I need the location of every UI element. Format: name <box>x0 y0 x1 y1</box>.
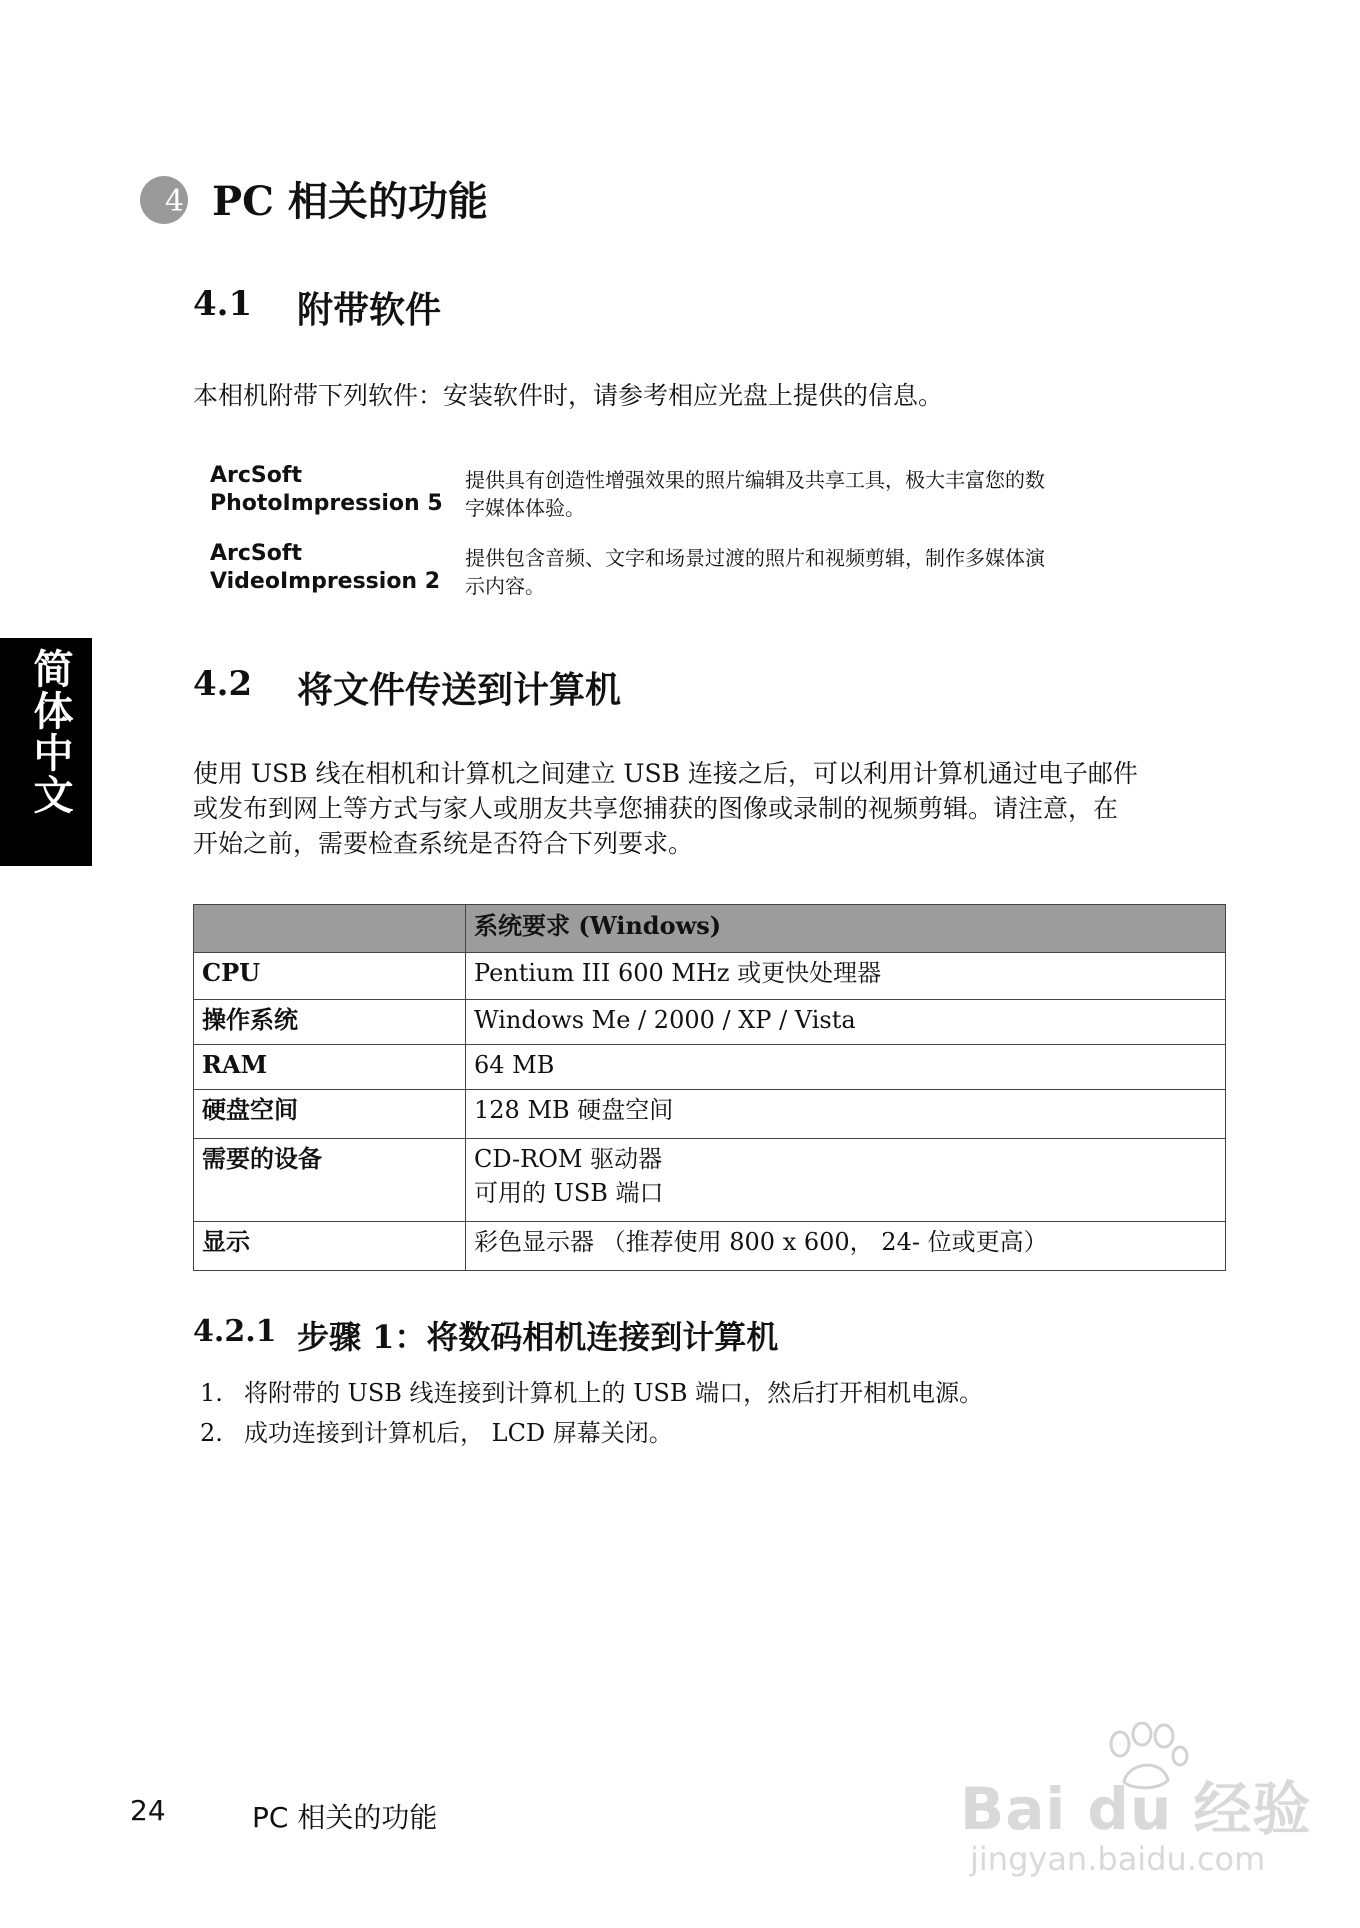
chapter-title: PC 相关的功能 <box>212 178 488 225</box>
table-row-value: 128 MB 硬盘空间 <box>466 1090 1226 1139</box>
software-name <box>210 540 450 596</box>
language-side-tab-label: 简体中文 <box>27 648 73 816</box>
paragraph-line: 开始之前，需要检查系统是否符合下列要求。 <box>193 829 694 858</box>
software-description-line: 提供包含音频、文字和场景过渡的照片和视频剪辑，制作多媒体演 <box>465 546 1045 570</box>
step-text: 将附带的 USB 线连接到计算机上的 USB 端口，然后打开相机电源。 <box>244 1379 984 1407</box>
table-row-value: Windows Me / 2000 / XP / Vista <box>466 1000 1226 1045</box>
step-number: 1. <box>200 1379 223 1407</box>
software-description <box>465 466 1185 522</box>
footer-title: PC 相关的功能 <box>252 1801 438 1834</box>
section-4-1-title: 附带软件 <box>297 289 442 331</box>
table-row <box>194 1222 1226 1271</box>
table-row <box>194 1000 1226 1045</box>
section-4-2-1-title: 步骤 1：将数码相机连接到计算机 <box>297 1318 779 1356</box>
table-row-label: 操作系统 <box>194 1000 466 1045</box>
section-4-2-paragraph <box>193 756 1243 861</box>
section-4-2-number: 4.2 <box>193 664 253 704</box>
software-name-line: PhotoImpression 5 <box>210 491 443 516</box>
software-description <box>465 544 1185 600</box>
step-text: 成功连接到计算机后， LCD 屏幕关闭。 <box>244 1419 673 1447</box>
software-name-line: VideoImpression 2 <box>210 569 441 594</box>
software-name-line: ArcSoft <box>210 463 302 488</box>
list-item <box>200 1416 983 1450</box>
table-header-row <box>194 905 1226 953</box>
table-header-cell <box>194 905 466 953</box>
table-row-label: 硬盘空间 <box>194 1090 466 1139</box>
watermark-url: jingyan.baidu.com <box>970 1840 1266 1878</box>
section-4-1-number: 4.1 <box>193 284 253 324</box>
table-row <box>194 1139 1226 1222</box>
language-side-tab <box>0 638 92 866</box>
section-4-1-intro: 本相机附带下列软件：安装软件时，请参考相应光盘上提供的信息。 <box>193 381 944 410</box>
watermark-logo: Bai du 经验 <box>960 1775 1312 1843</box>
software-name <box>210 462 450 518</box>
section-4-2-1-number: 4.2.1 <box>193 1314 277 1349</box>
paragraph-line: 或发布到网上等方式与家人或朋友共享您捕获的图像或录制的视频剪辑。请注意，在 <box>193 794 1119 823</box>
table-row-label: 需要的设备 <box>194 1139 466 1222</box>
step-number: 2. <box>200 1419 223 1447</box>
table-row <box>194 1090 1226 1139</box>
list-item <box>200 1376 983 1410</box>
table-row-value: 64 MB <box>466 1045 1226 1090</box>
paragraph-line: 使用 USB 线在相机和计算机之间建立 USB 连接之后，可以利用计算机通过电子邮件 <box>193 759 1138 788</box>
table-row-value: 彩色显示器 （推荐使用 800 x 600， 24- 位或更高） <box>466 1222 1226 1271</box>
table-row-label: 显示 <box>194 1222 466 1271</box>
table-value-line: 可用的 USB 端口 <box>474 1179 664 1207</box>
baidu-watermark <box>960 1722 1312 1882</box>
table-value-line: CD-ROM 驱动器 <box>474 1145 663 1173</box>
software-description-line: 示内容。 <box>465 574 545 598</box>
steps-list <box>200 1376 983 1450</box>
page-number: 24 <box>130 1794 166 1827</box>
system-requirements-table <box>193 904 1226 1271</box>
table-row-label: RAM <box>194 1045 466 1090</box>
table-row-label: CPU <box>194 953 466 1000</box>
table-row-value <box>466 1139 1226 1222</box>
software-description-line: 字媒体体验。 <box>465 496 585 520</box>
section-4-2-title: 将文件传送到计算机 <box>297 669 622 711</box>
software-description-line: 提供具有创造性增强效果的照片编辑及共享工具，极大丰富您的数 <box>465 468 1045 492</box>
table-header-cell: 系统要求 (Windows) <box>466 905 1226 953</box>
table-row-value: Pentium III 600 MHz 或更快处理器 <box>466 953 1226 1000</box>
software-name-line: ArcSoft <box>210 541 302 566</box>
table-row <box>194 1045 1226 1090</box>
table-row <box>194 953 1226 1000</box>
chapter-number-badge: 4 <box>140 176 188 224</box>
